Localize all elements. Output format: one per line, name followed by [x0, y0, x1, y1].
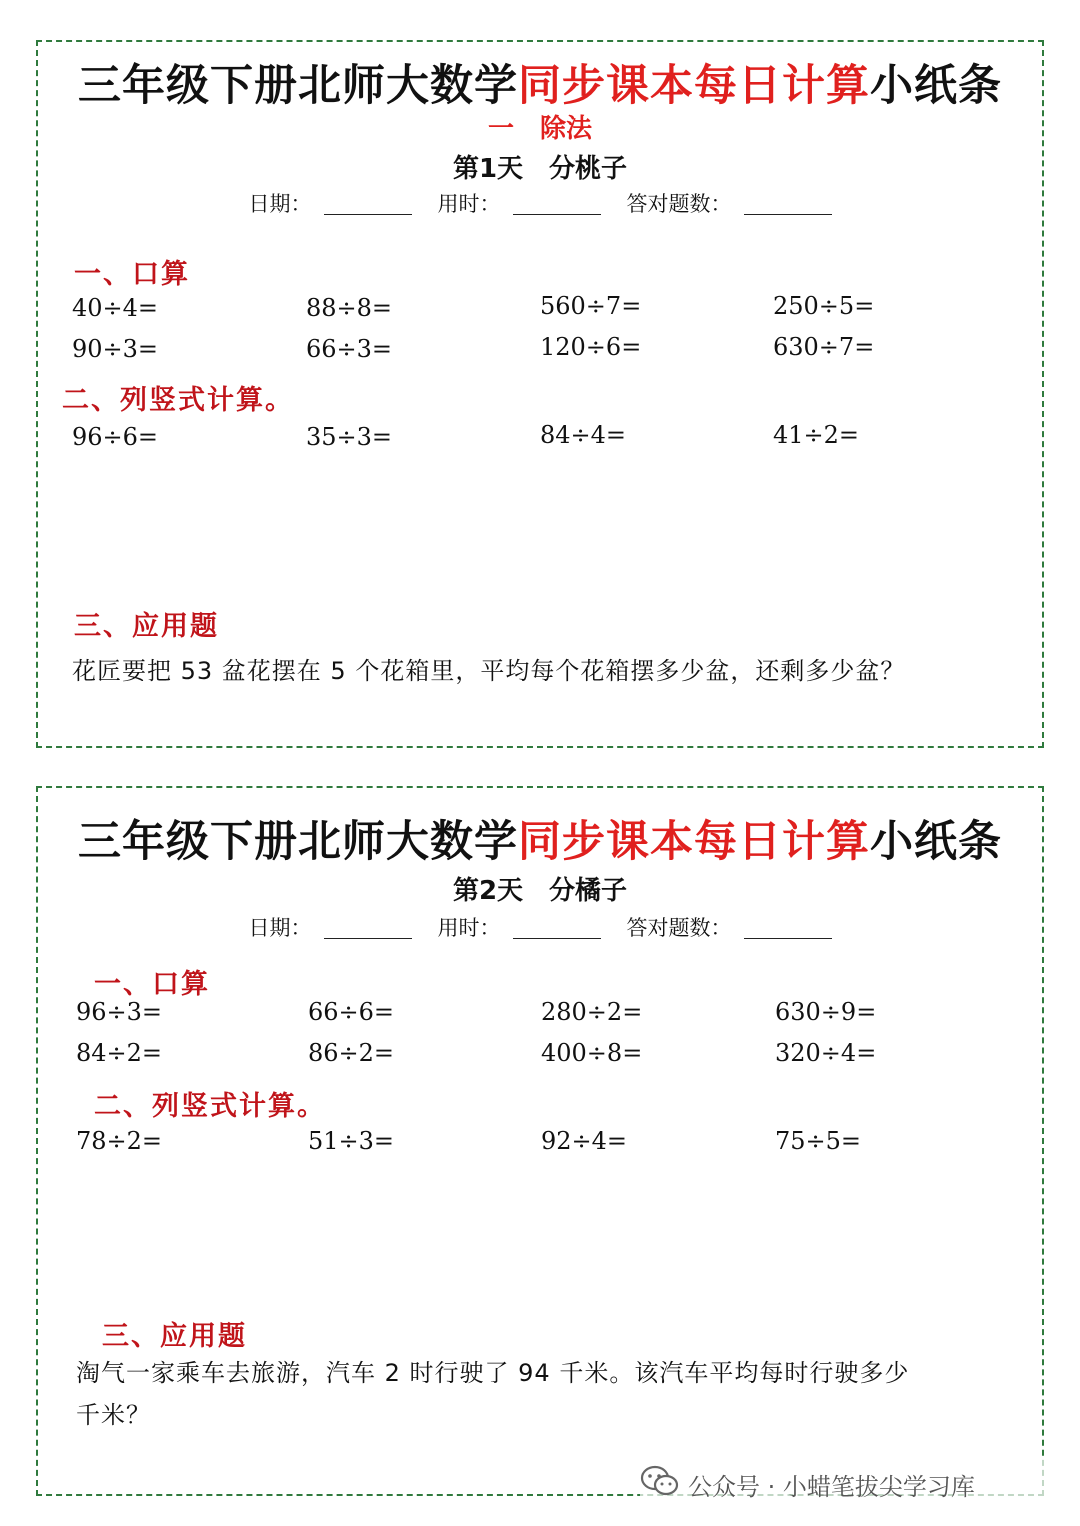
correct-count-label: 答对题数： [626, 916, 732, 940]
time-blank[interactable] [513, 214, 601, 215]
correct-count-blank[interactable] [744, 938, 832, 939]
wechat-icon [640, 1465, 688, 1503]
oral-problem: 280÷2= [541, 998, 643, 1026]
word-problem-text-line-1: 淘气一家乘车去旅游，汽车 2 时行驶了 94 千米。该汽车平均每时行驶多少 [76, 1359, 910, 1387]
vertical-problem: 84÷4= [540, 421, 627, 449]
oral-problem: 630÷7= [773, 333, 875, 361]
section-word-problem-heading: 三、应用题 [102, 1321, 247, 1352]
vertical-problem: 78÷2= [76, 1127, 163, 1155]
word-problem-text-line-2: 千米？ [76, 1401, 151, 1429]
oral-problem: 84÷2= [76, 1039, 163, 1067]
vertical-problem: 35÷3= [306, 423, 393, 451]
oral-problem: 96÷3= [76, 998, 163, 1026]
oral-problem: 66÷3= [306, 335, 393, 363]
oral-problem: 120÷6= [540, 333, 642, 361]
correct-count-blank[interactable] [744, 214, 832, 215]
vertical-problem: 75÷5= [775, 1127, 862, 1155]
word-problem-text: 花匠要把 53 盆花摆在 5 个花箱里，平均每个花箱摆多少盆，还剩多少盆？ [72, 657, 906, 685]
meta-row [38, 188, 1042, 218]
date-label: 日期： [248, 916, 312, 940]
title-suffix: 小纸条 [870, 817, 1002, 867]
worksheet-card-day-2 [36, 786, 1044, 1496]
meta-row [38, 912, 1042, 942]
oral-problem: 40÷4= [72, 294, 159, 322]
vertical-problem: 96÷6= [72, 423, 159, 451]
section-oral-heading: 一、口算 [74, 259, 190, 290]
title-prefix: 三年级下册北师大数学 [78, 61, 518, 111]
day-heading: 第2天 分橘子 [452, 876, 628, 906]
card-title [38, 808, 1042, 869]
card-title [38, 52, 1042, 113]
oral-problem: 90÷3= [72, 335, 159, 363]
oral-problem: 250÷5= [773, 292, 875, 320]
oral-problem: 320÷4= [775, 1039, 877, 1067]
oral-problem: 630÷9= [775, 998, 877, 1026]
chapter-heading: 一 除法 [487, 114, 592, 144]
oral-problem: 560÷7= [540, 292, 642, 320]
vertical-problem: 92÷4= [541, 1127, 628, 1155]
date-blank[interactable] [324, 938, 412, 939]
section-vertical-heading: 二、列竖式计算。 [62, 385, 294, 416]
watermark [640, 1456, 1060, 1512]
date-label: 日期： [248, 192, 312, 216]
vertical-problem: 51÷3= [308, 1127, 395, 1155]
time-blank[interactable] [513, 938, 601, 939]
oral-problem: 86÷2= [308, 1039, 395, 1067]
vertical-problem: 41÷2= [773, 421, 860, 449]
oral-problem: 400÷8= [541, 1039, 643, 1067]
correct-count-label: 答对题数： [626, 192, 732, 216]
oral-problem: 66÷6= [308, 998, 395, 1026]
section-vertical-heading: 二、列竖式计算。 [94, 1091, 326, 1122]
time-label: 用时： [437, 916, 501, 940]
time-label: 用时： [437, 192, 501, 216]
title-highlight: 同步课本每日计算 [518, 61, 870, 111]
title-suffix: 小纸条 [870, 61, 1002, 111]
title-highlight: 同步课本每日计算 [518, 817, 870, 867]
title-prefix: 三年级下册北师大数学 [78, 817, 518, 867]
watermark-text: 公众号 · 小蜡笔拔尖学习库 [688, 1472, 975, 1501]
section-word-problem-heading: 三、应用题 [74, 611, 219, 642]
oral-problem: 88÷8= [306, 294, 393, 322]
section-oral-heading: 一、口算 [94, 969, 210, 1000]
worksheet-card-day-1 [36, 40, 1044, 748]
date-blank[interactable] [324, 214, 412, 215]
day-heading: 第1天 分桃子 [452, 154, 628, 184]
